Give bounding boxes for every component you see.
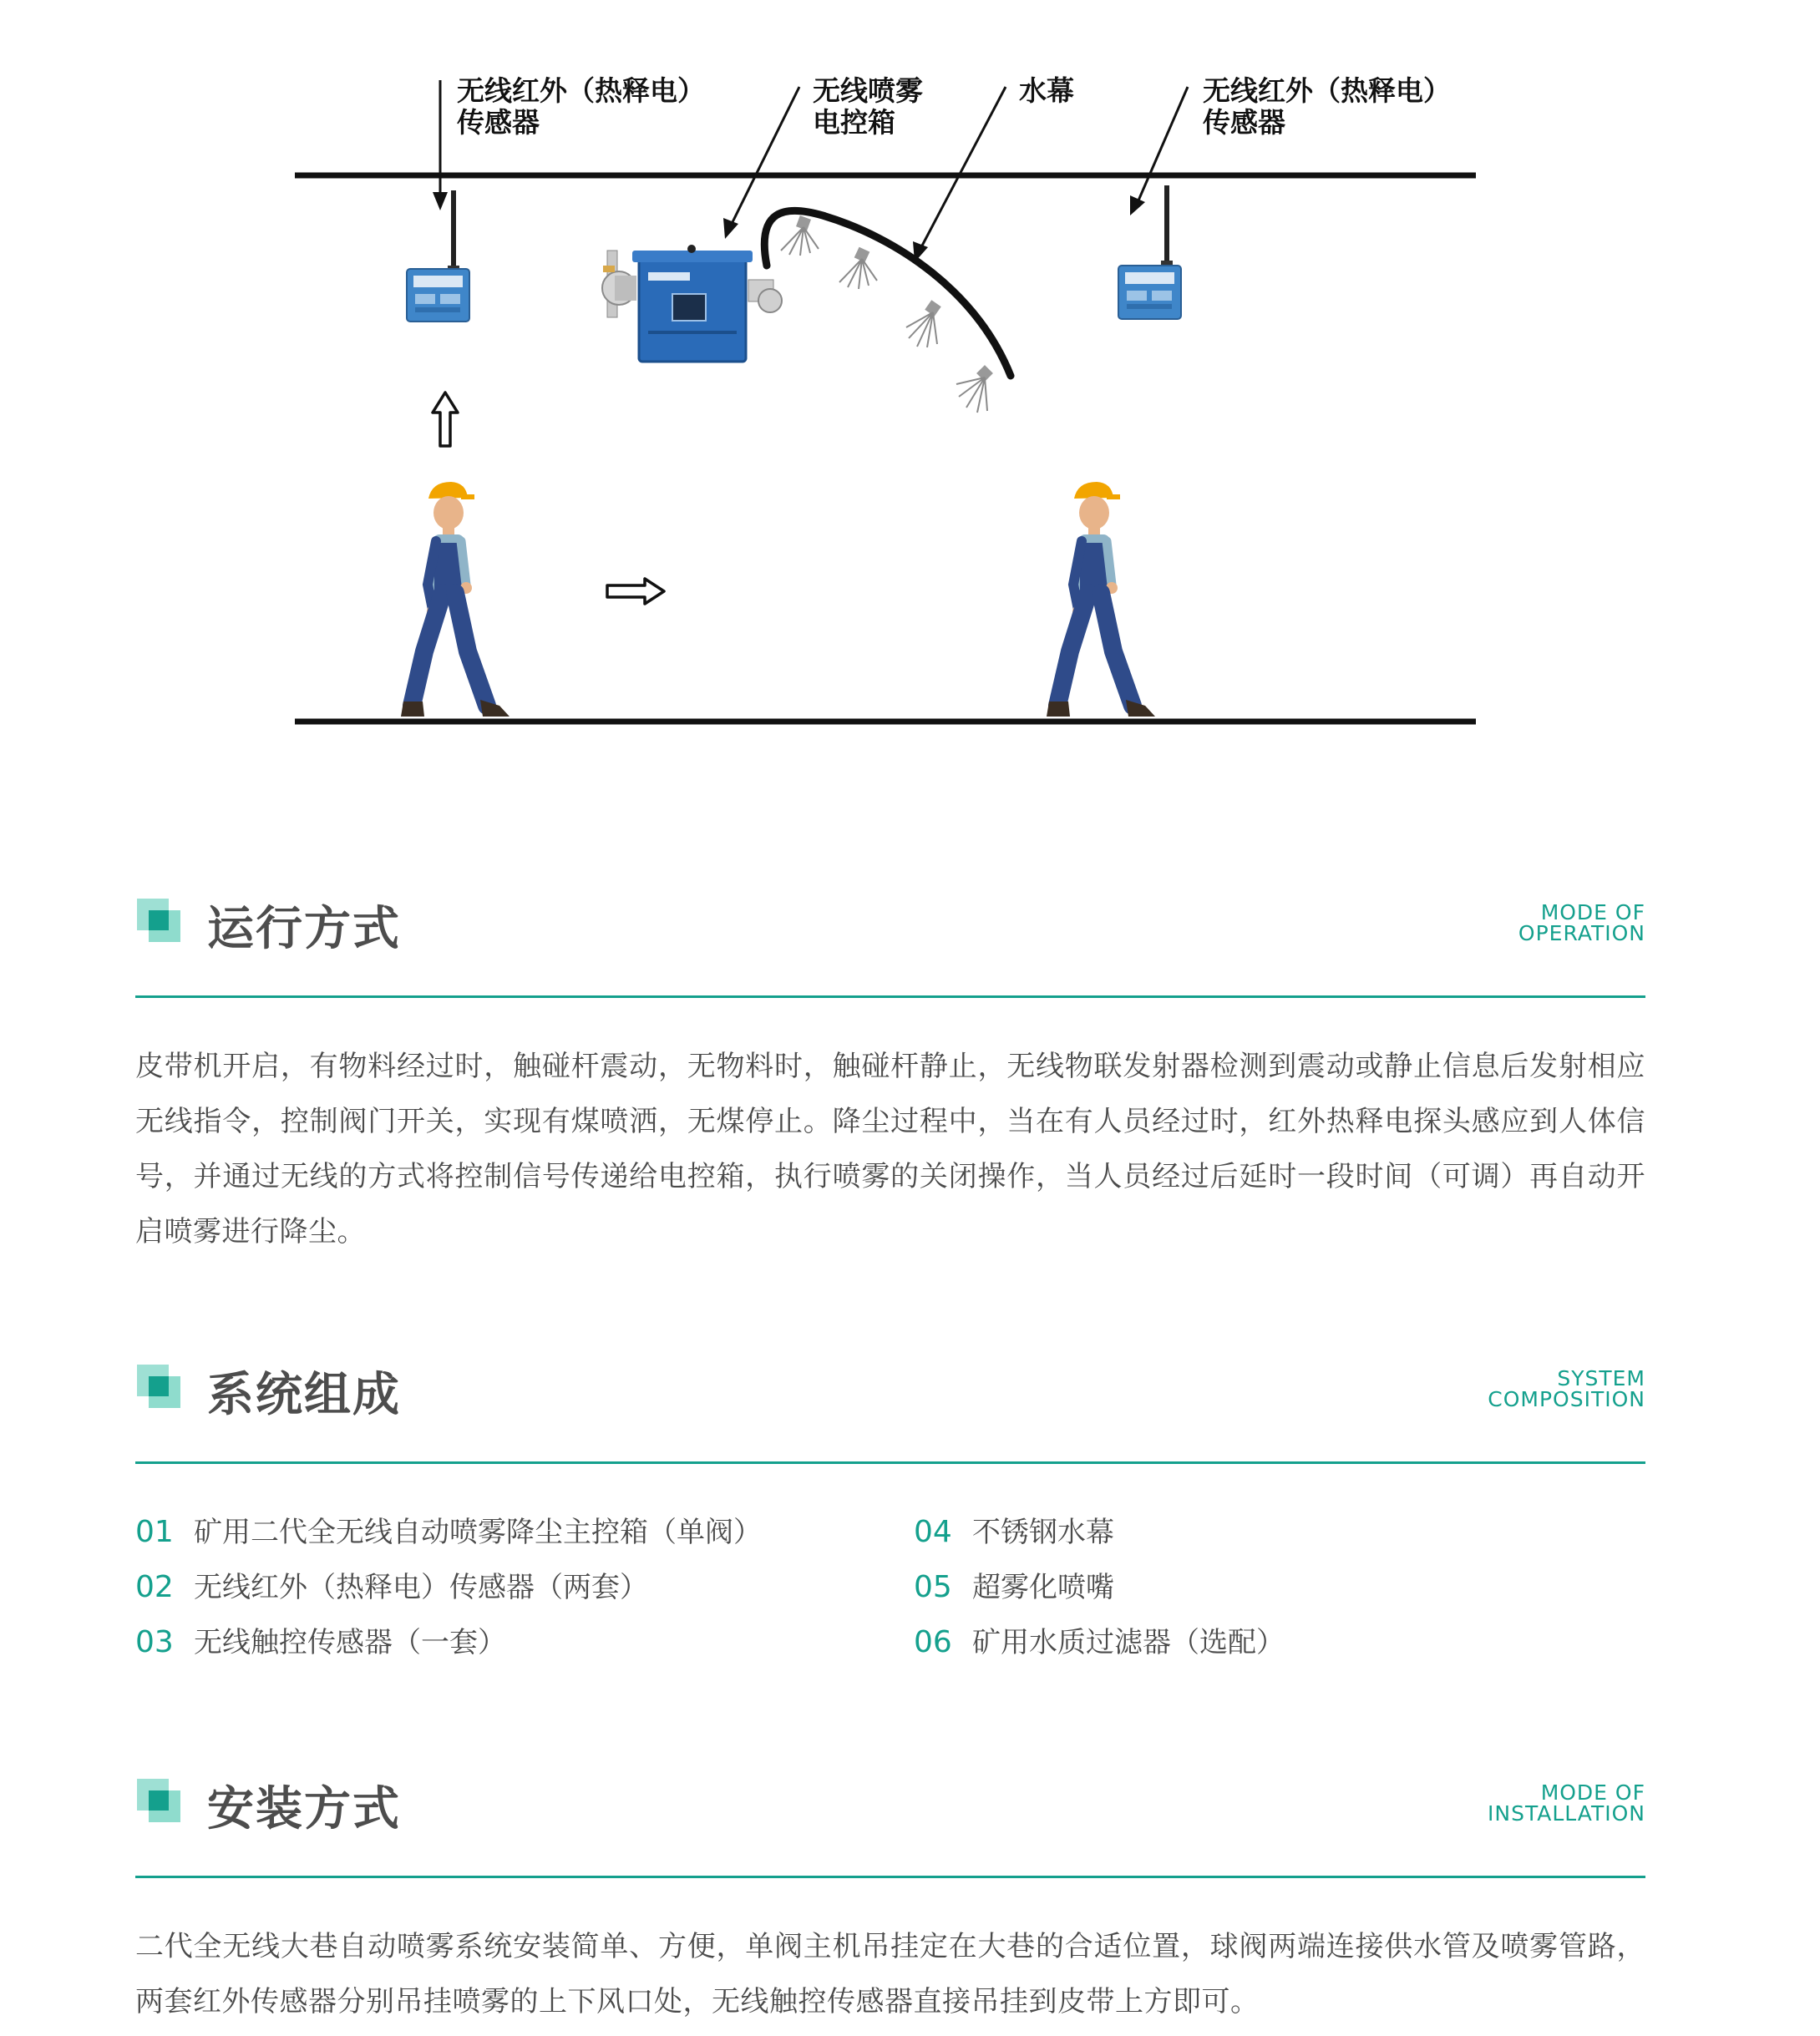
section-operation: [135, 899, 1645, 1258]
section-divider: [135, 1876, 1645, 1878]
water-curtain-hose: [764, 210, 1011, 413]
section-english-line2: COMPOSITION: [1488, 1387, 1645, 1411]
sensor-left-device: [407, 190, 469, 322]
section-header: [135, 1779, 1645, 1862]
item-text: 矿用二代全无线自动喷雾降尘主控箱（单阀）: [194, 1516, 762, 1549]
section-divider: [135, 1461, 1645, 1464]
item-number: 05: [914, 1570, 952, 1604]
item-number: 04: [914, 1515, 952, 1549]
leader-control-box: [723, 87, 799, 239]
callout-sensor-left: [457, 75, 705, 139]
callout-sensor-left-line2: 传感器: [457, 106, 540, 139]
callout-water-curtain: [1019, 75, 1074, 107]
callout-sensor-right-line1: 无线红外（热释电）: [1203, 74, 1451, 107]
arrow-right-icon: [607, 579, 664, 604]
section-header: [135, 1365, 1645, 1448]
item-number: 06: [914, 1625, 952, 1659]
composition-column-right: [914, 1505, 1285, 1670]
callout-control-box-line1: 无线喷雾: [813, 74, 923, 107]
item-number: 03: [135, 1625, 174, 1659]
spray-nozzle-3: [906, 300, 941, 347]
list-item: [135, 1615, 762, 1670]
callout-sensor-right: [1203, 75, 1451, 139]
list-item: [914, 1505, 1285, 1560]
spray-nozzle-2: [839, 247, 877, 289]
section-title: 安装方式: [207, 1782, 401, 1836]
item-text: 超雾化喷嘴: [972, 1571, 1114, 1604]
section-header: [135, 899, 1645, 982]
control-box-device: [602, 245, 782, 362]
section-english-line2: OPERATION: [1518, 921, 1645, 945]
callout-control-box: [813, 75, 923, 139]
list-item: [914, 1615, 1285, 1670]
system-diagram: [0, 0, 1820, 752]
item-text: 不锈钢水幕: [972, 1516, 1114, 1549]
section-english-title: [1518, 902, 1645, 944]
section-english-line1: SYSTEM: [1557, 1366, 1645, 1390]
list-item: [914, 1560, 1285, 1615]
callout-water-curtain-line1: 水幕: [1019, 74, 1074, 107]
worker-right-figure: [1047, 482, 1155, 717]
sensor-right-device: [1118, 185, 1181, 319]
list-item: [135, 1505, 762, 1560]
composition-column-left: [135, 1505, 762, 1670]
callout-control-box-line2: 电控箱: [813, 106, 895, 139]
section-english-title: [1488, 1782, 1645, 1824]
callout-sensor-right-line2: 传感器: [1203, 106, 1285, 139]
worker-left-figure: [401, 482, 509, 717]
list-item: [135, 1560, 762, 1615]
item-number: 01: [135, 1515, 174, 1549]
section-installation: [135, 1779, 1645, 2029]
section-paragraph: 皮带机开启，有物料经过时，触碰杆震动，无物料时，触碰杆静止，无线物联发射器检测到震动或静止信息后发射相应无线指令，控制阀门开关，实现有煤喷洒，无煤停止。降尘过程中，当在有人员经过时，红外热释电探头感应到人体信号，并通过无线的方式将控制信号传递给电控箱，执行喷雾的关闭操作，当人员经过后延时一段时间（可调）再自动开启喷雾进行降尘。: [135, 1050, 1645, 1248]
leader-sensor-right: [1130, 87, 1188, 215]
callout-sensor-left-line1: 无线红外（热释电）: [457, 74, 705, 107]
section-paragraph: 二代全无线大巷自动喷雾系统安装简单、方便，单阀主机吊挂定在大巷的合适位置，球阀两端连接供水管及喷雾管路，两套红外传感器分别吊挂喷雾的上下风口处，无线触控传感器直接吊挂到皮带上方即可。: [135, 1930, 1645, 2018]
spray-nozzle-1: [781, 215, 819, 256]
section-title: 系统组成: [207, 1368, 401, 1422]
section-square-icon: [135, 1779, 182, 1826]
section-divider: [135, 995, 1645, 998]
section-square-icon: [135, 899, 182, 945]
section-english-line2: INSTALLATION: [1488, 1801, 1645, 1826]
section-english-line1: MODE OF: [1540, 1780, 1645, 1805]
spray-nozzle-4: [956, 365, 993, 413]
section-composition: [135, 1365, 1645, 1682]
item-text: 无线红外（热释电）传感器（两套）: [194, 1571, 648, 1604]
section-english-title: [1488, 1368, 1645, 1410]
item-text: 矿用水质过滤器（选配）: [972, 1626, 1285, 1659]
section-english-line1: MODE OF: [1540, 900, 1645, 924]
section-title: 运行方式: [207, 902, 401, 956]
arrow-up-icon: [433, 393, 458, 446]
section-square-icon: [135, 1365, 182, 1411]
item-number: 02: [135, 1570, 174, 1604]
item-text: 无线触控传感器（一套）: [194, 1626, 506, 1659]
leader-sensor-left: [433, 80, 448, 210]
